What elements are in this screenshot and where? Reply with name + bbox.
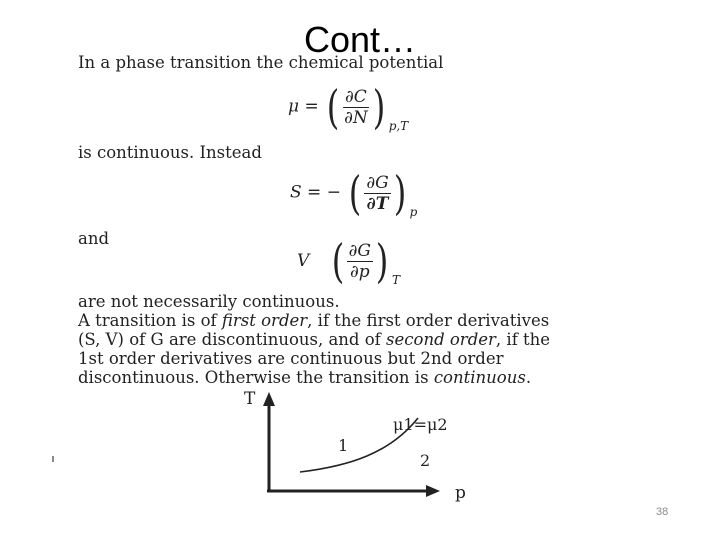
left-paren: ( [326, 80, 340, 134]
emphasis-continuous: continuous [433, 368, 526, 387]
equation-entropy-lhs: S = − [290, 182, 341, 203]
y-axis-arrow [263, 392, 275, 406]
text-span: , if the [495, 330, 551, 349]
text-span: discontinuous. Otherwise the transition is [78, 368, 434, 387]
equation-entropy-numerator: ∂G [366, 172, 389, 193]
left-paren: ( [331, 234, 344, 288]
phase-diagram [230, 388, 480, 508]
equation-volume-lhs: V [297, 250, 310, 271]
x-axis-arrow [426, 485, 440, 497]
equation-volume-subscript: T [391, 272, 400, 287]
page-number: 38 [656, 506, 669, 518]
text-line-6 [78, 330, 550, 350]
equation-mu-subscript: p,T [388, 118, 409, 133]
equation-volume-fraction [347, 242, 373, 281]
equation-entropy [290, 166, 418, 220]
text-line-3: and [78, 229, 110, 248]
text-line-2: is continuous. Instead [78, 143, 262, 162]
x-axis-label: p [455, 483, 466, 503]
region-2-label: 2 [420, 451, 431, 470]
equation-entropy-denominator: ∂T [366, 193, 389, 214]
equation-entropy-subscript: p [409, 204, 418, 219]
region-1-label: 1 [338, 436, 349, 455]
equation-mu [288, 80, 409, 134]
slide-title: Cont… [303, 19, 417, 60]
text-line-4: are not necessarily continuous. [78, 292, 340, 311]
stray-mark [52, 456, 54, 462]
text-line-5 [78, 311, 549, 331]
emphasis-second-order: second order [386, 330, 496, 349]
equation-mu-lhs: μ = [288, 96, 319, 117]
text-span: , if the first order derivatives [307, 311, 550, 330]
equation-mu-numerator: ∂C [344, 86, 367, 107]
equation-volume-numerator: ∂G [348, 240, 372, 261]
text-span: A transition is of [78, 311, 222, 330]
text-span: (S, V) of G are discontinuous, and of [78, 330, 387, 349]
text-line-1: In a phase transition the chemical potential [78, 53, 444, 72]
right-paren: ) [372, 80, 385, 134]
equation-volume [297, 234, 400, 288]
emphasis-first-order: first order [221, 311, 308, 330]
right-paren: ) [393, 166, 406, 220]
text-line-7: 1st order derivatives are continuous but 2nd order [78, 349, 504, 368]
equation-entropy-fraction [364, 174, 390, 213]
equation-mu-fraction [342, 88, 370, 127]
text-span: . [525, 368, 532, 387]
left-paren: ( [349, 166, 362, 220]
equation-mu-denominator: ∂N [344, 107, 368, 128]
text-line-8 [78, 368, 531, 388]
equation-volume-denominator: ∂p [349, 261, 370, 282]
y-axis-label: T [244, 389, 256, 409]
right-paren: ) [375, 234, 389, 288]
curve-label: μ1=μ2 [393, 415, 448, 434]
